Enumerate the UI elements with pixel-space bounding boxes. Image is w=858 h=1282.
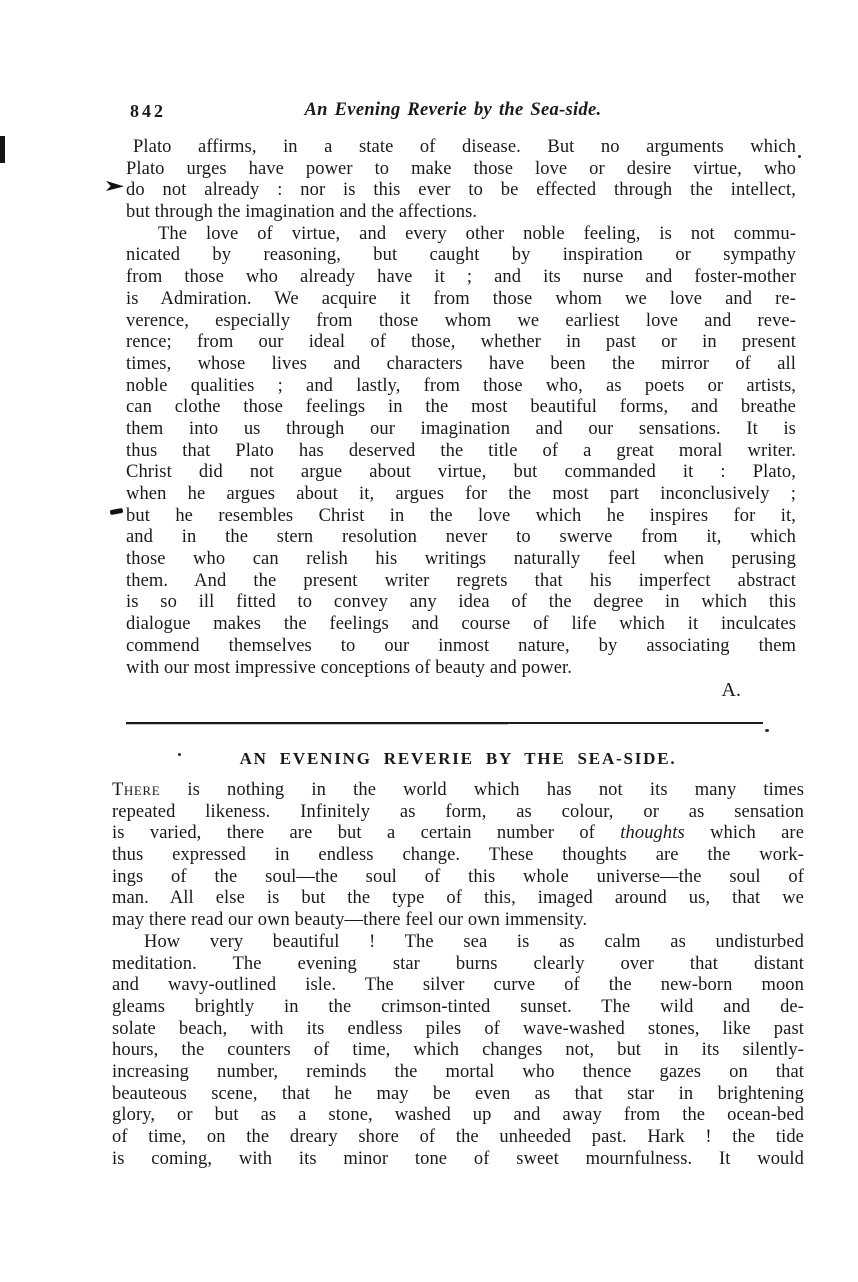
text-line: do not already : nor is this ever to be effected through the intellect, xyxy=(126,180,796,201)
text-line: meditation. The evening star burns clearly over that distant xyxy=(112,953,804,974)
text-line: of time, on the dreary shore of the unheeded past. Hark ! the tide xyxy=(112,1127,804,1147)
text-line: thus that Plato has deserved the title of a great moral writer. xyxy=(126,440,796,461)
ink-speck xyxy=(798,155,801,158)
text-line: glory, or but as a stone, washed up and away from the ocean-bed xyxy=(112,1105,804,1126)
text-line: is Admiration. We acquire it from those whom we love and re- xyxy=(126,288,796,309)
text-line: times, whose lives and characters have been the mirror of all xyxy=(126,353,796,374)
text-line: man. All else is but the type of this, imaged around us, that we xyxy=(112,888,804,909)
text-line: when he argues about it, argues for the most part inconclusively ; xyxy=(126,484,796,504)
text-line: may there read our own beauty—there feel our own immensity. xyxy=(112,910,588,931)
text-line: The love of virtue, and every other noble feeling, is not commu- xyxy=(158,223,796,244)
text-line: There is nothing in the world which has not its many times xyxy=(112,780,804,800)
page-number: 842 xyxy=(130,101,166,121)
text-line: with our most impressive conceptions of beauty and power. xyxy=(126,657,573,678)
paragraph xyxy=(126,137,796,224)
text-line: gleams brightly in the crimson-tinted sunset. The wild and de- xyxy=(112,996,804,1017)
paragraph xyxy=(126,224,796,679)
text-line: hours, the counters of time, which changes not, but in its silently- xyxy=(112,1040,804,1061)
new-article-text xyxy=(112,780,804,1170)
text-line: ings of the soul—the soul of this whole universe—the soul of xyxy=(112,866,804,887)
text-line: dialogue makes the feelings and course of life which it inculcates xyxy=(126,614,796,635)
page-header xyxy=(126,100,796,128)
margin-dash-mark-icon xyxy=(110,508,124,515)
new-article-paragraphs xyxy=(112,780,804,1170)
text-line: Plato affirms, in a state of disease. But no arguments which xyxy=(133,137,796,157)
scan-edge-artifact xyxy=(0,136,5,163)
text-line: but he resembles Christ in the love which he inspires for it, xyxy=(126,505,796,526)
text-line: repeated likeness. Infinitely as form, as colour, or as sensation xyxy=(112,801,804,822)
text-line: from those who already have it ; and its nurse and foster-mother xyxy=(126,267,796,288)
paragraph xyxy=(112,780,804,932)
running-title: An Evening Reverie by the Sea-side. xyxy=(304,100,602,120)
text-line: solate beach, with its endless piles of wave-washed stones, like past xyxy=(112,1018,804,1039)
margin-dart-mark-icon xyxy=(106,180,124,191)
text-line: is so ill fitted to convey any idea of the degree in which this xyxy=(126,592,796,613)
text-line: them. And the present writer regrets that his imperfect abstract xyxy=(126,570,796,591)
text-line: and in the stern resolution never to swerve from it, which xyxy=(126,527,796,548)
paragraph xyxy=(112,932,804,1171)
section-heading: AN EVENING REVERIE BY THE SEA-SIDE. xyxy=(239,749,677,768)
ink-speck xyxy=(765,729,769,732)
text-line: thus expressed in endless change. These thoughts are the work- xyxy=(112,845,804,866)
text-line: can clothe those feelings in the most beautiful forms, and breathe xyxy=(126,397,796,418)
text-line: Plato urges have power to make those love or desire virtue, who xyxy=(126,158,796,179)
text-line: rence; from our ideal of those, whether in past or in present xyxy=(126,332,796,353)
text-line: Christ did not argue about virtue, but commanded it : Plato, xyxy=(126,462,796,483)
text-line: noble qualities ; and lastly, from those who, as poets or artists, xyxy=(126,375,796,396)
text-line: nicated by reasoning, but caught by inspiration or sympathy xyxy=(126,245,796,266)
text-line: is varied, there are but a certain number of thoughts which are xyxy=(112,823,804,844)
article-end-paragraphs xyxy=(126,137,796,679)
text-line: those who can relish his writings naturally feel when perusing xyxy=(126,549,796,570)
text-line: and wavy-outlined isle. The silver curve of the new-born moon xyxy=(112,975,804,996)
article-end-text xyxy=(126,137,796,702)
text-line: verence, especially from those whom we earliest love and reve- xyxy=(126,310,796,331)
text-line: is coming, with its minor tone of sweet mournfulness. It would xyxy=(112,1148,804,1169)
text-line: commend themselves to our inmost nature, by associating them xyxy=(126,635,796,656)
text-line: increasing number, reminds the mortal who thence gazes on that xyxy=(112,1061,804,1082)
text-line: beauteous scene, that he may be even as that star in brightening xyxy=(112,1083,804,1104)
author-signature: A. xyxy=(721,679,741,702)
text-line: How very beautiful ! The sea is as calm as undisturbed xyxy=(144,931,804,952)
text-line: them into us through our imagination and our sensations. It is xyxy=(126,418,796,439)
ink-speck xyxy=(178,753,181,756)
text-line: but through the imagination and the affections. xyxy=(126,202,478,223)
section-divider-rule xyxy=(126,722,763,724)
